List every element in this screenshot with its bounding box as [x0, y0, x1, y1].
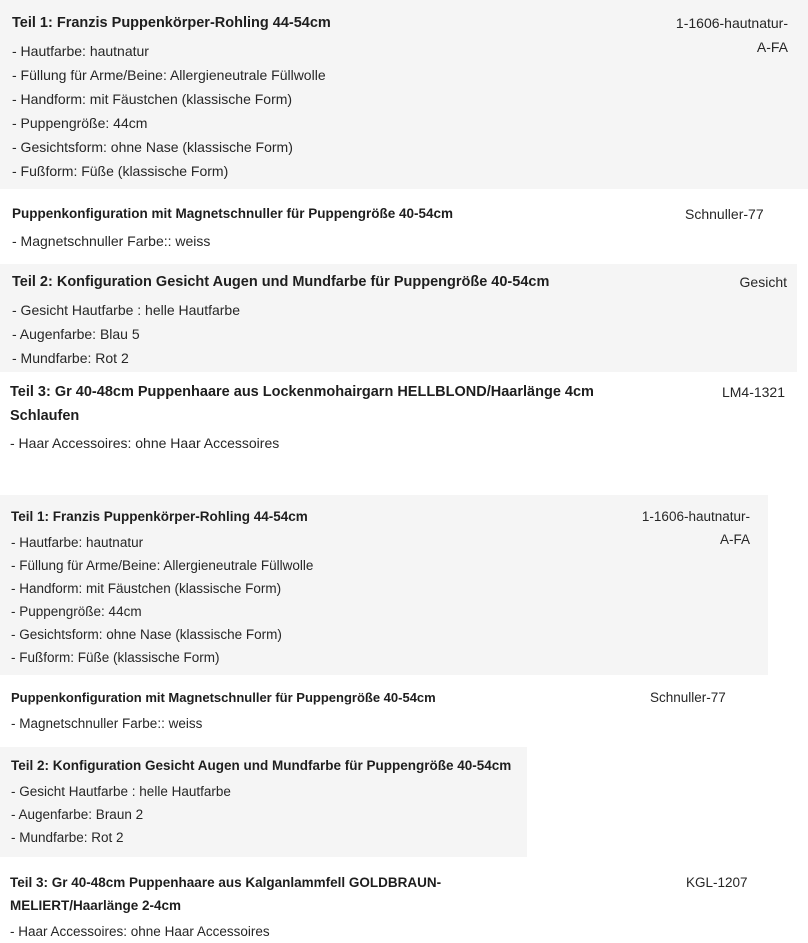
order-1-item-3 — [0, 264, 797, 372]
item-title: Teil 3: Gr 40-48cm Puppenhaare aus Kalganlammfell GOLDBRAUN- — [10, 875, 442, 890]
item-title: Teil 3: Gr 40-48cm Puppenhaare aus Lockenmohairgarn HELLBLOND/Haarlänge 4cm — [10, 384, 594, 400]
item-detail: - Puppengröße: 44cm — [12, 115, 148, 131]
item-title: Puppenkonfiguration mit Magnetschnuller für Puppengröße 40-54cm — [12, 206, 454, 221]
item-sku: A-FA — [756, 39, 788, 55]
item-sku: A-FA — [719, 532, 750, 547]
item-sku: Schnuller-77 — [685, 206, 764, 222]
item-detail: - Augenfarbe: Braun 2 — [11, 807, 144, 822]
item-title: Teil 1: Franzis Puppenkörper-Rohling 44-54cm — [11, 509, 308, 524]
item-detail: - Mundfarbe: Rot 2 — [11, 830, 124, 845]
item-sku: Schnuller-77 — [650, 690, 726, 705]
order-1-item-4 — [0, 372, 808, 462]
item-detail: - Füllung für Arme/Beine: Allergieneutrale Füllwolle — [11, 558, 314, 573]
item-detail: - Handform: mit Fäustchen (klassische Form) — [11, 581, 282, 596]
item-detail: - Fußform: Füße (klassische Form) — [11, 650, 220, 665]
order-2-item-4 — [0, 857, 808, 943]
order-1-item-2 — [0, 189, 808, 264]
item-title: Teil 1: Franzis Puppenkörper-Rohling 44-54cm — [12, 15, 331, 31]
item-detail: - Fußform: Füße (klassische Form) — [12, 163, 229, 179]
item-detail: - Gesicht Hautfarbe : helle Hautfarbe — [11, 784, 231, 799]
order-2-item-1 — [0, 495, 768, 675]
item-detail: - Gesichtsform: ohne Nase (klassische Form) — [11, 627, 282, 642]
item-detail: - Mundfarbe: Rot 2 — [12, 350, 129, 366]
order-2-item-2 — [0, 675, 808, 747]
item-detail: - Hautfarbe: hautnatur — [12, 43, 149, 59]
item-sku: 1-1606-hautnatur- — [675, 15, 788, 31]
order-1-item-1 — [0, 0, 808, 189]
item-title: Schlaufen — [10, 408, 80, 424]
item-title: Puppenkonfiguration mit Magnetschnuller für Puppengröße 40-54cm — [11, 690, 436, 705]
item-title: MELIERT/Haarlänge 2-4cm — [10, 898, 182, 913]
item-detail: - Puppengröße: 44cm — [11, 604, 142, 619]
item-detail: - Gesicht Hautfarbe : helle Hautfarbe — [12, 302, 241, 318]
item-detail: - Magnetschnuller Farbe:: weiss — [11, 716, 203, 731]
item-detail: - Augenfarbe: Blau 5 — [12, 326, 140, 342]
item-title: Teil 2: Konfiguration Gesicht Augen und Mundfarbe für Puppengröße 40-54cm — [11, 758, 512, 773]
order-2-item-3 — [0, 747, 527, 857]
item-sku: Gesicht — [739, 274, 787, 290]
item-title: Teil 2: Konfiguration Gesicht Augen und Mundfarbe für Puppengröße 40-54cm — [12, 274, 550, 290]
item-sku: KGL-1207 — [686, 875, 748, 890]
item-sku: 1-1606-hautnatur- — [641, 509, 750, 524]
item-sku: LM4-1321 — [721, 384, 785, 400]
item-detail: - Hautfarbe: hautnatur — [11, 535, 144, 550]
item-detail: - Haar Accessoires: ohne Haar Accessoires — [10, 435, 280, 451]
item-detail: - Haar Accessoires: ohne Haar Accessoires — [10, 924, 270, 939]
item-detail: - Magnetschnuller Farbe:: weiss — [12, 233, 211, 249]
item-detail: - Gesichtsform: ohne Nase (klassische Form) — [12, 139, 293, 155]
item-detail: - Handform: mit Fäustchen (klassische Form) — [12, 91, 293, 107]
item-detail: - Füllung für Arme/Beine: Allergieneutrale Füllwolle — [12, 67, 326, 83]
